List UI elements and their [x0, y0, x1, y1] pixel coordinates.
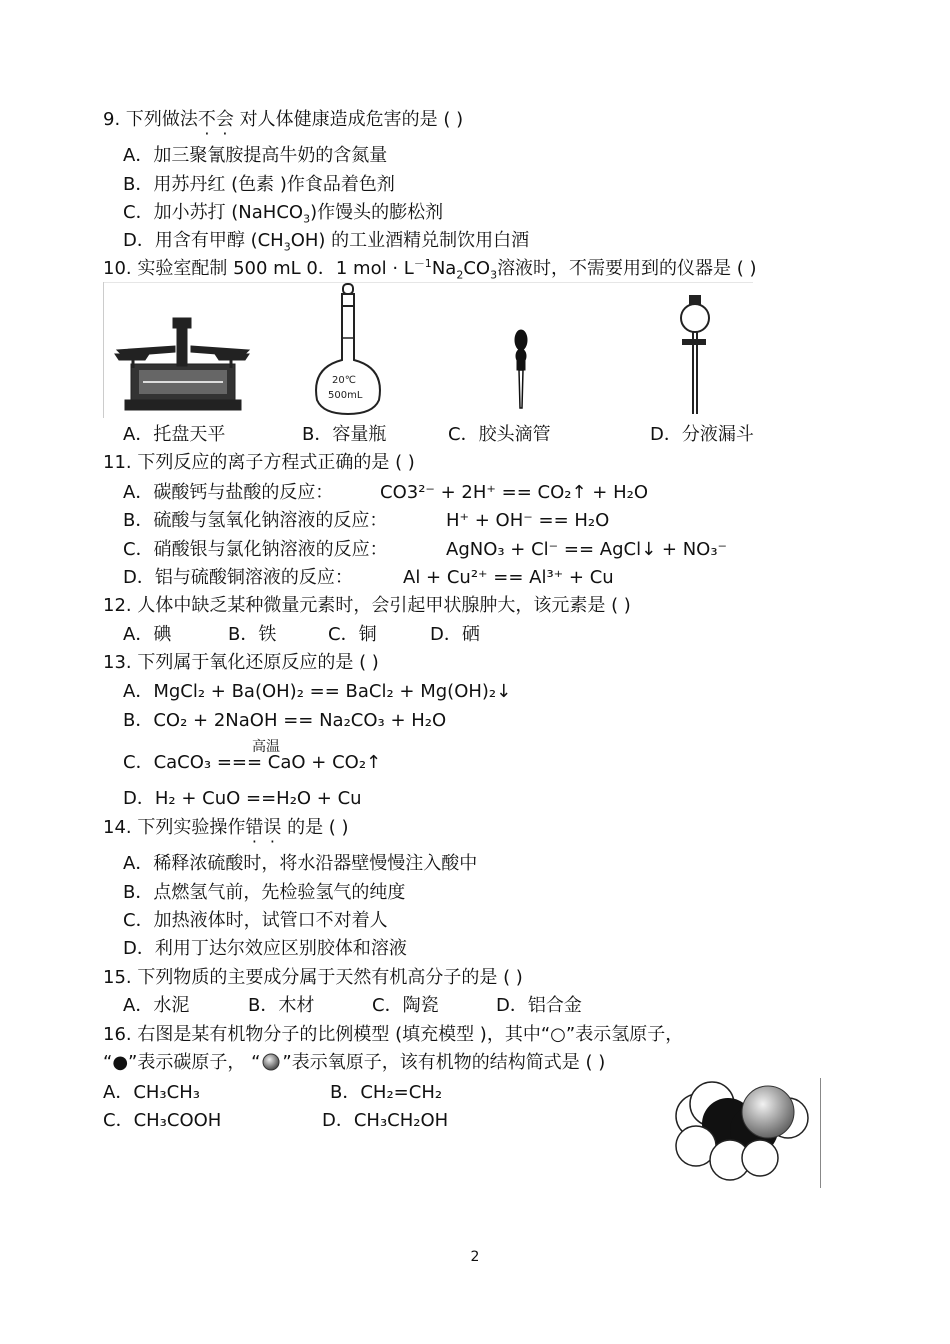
q11-option-d-label: D．铝与硫酸铜溶液的反应： — [123, 567, 353, 588]
q16-stem-line2: “●”表示碳原子， “ ”表示氧原子，该有机物的结构简式是 ( ) — [103, 1052, 606, 1073]
q15-option-a: A．水泥 — [123, 995, 190, 1016]
q10-option-c: C．胶头滴管 — [448, 424, 551, 445]
q12-option-d: D．硒 — [430, 624, 480, 645]
q15-option-d: D．铝合金 — [496, 995, 582, 1016]
q16-option-d: D．CH₃CH₂OH — [322, 1110, 449, 1131]
q9-option-b: B．用苏丹红 (色素 )作食品着色剂 — [123, 174, 395, 195]
q12-option-c: C．铜 — [328, 624, 377, 645]
separatory-funnel-icon — [681, 296, 709, 414]
page-number: 2 — [470, 1249, 480, 1265]
q11-option-a-label: A．碳酸钙与盐酸的反应： — [123, 482, 334, 503]
q14-option-a: A．稀释浓硫酸时，将水沿器壁慢慢注入酸中 — [123, 853, 478, 874]
q13-option-c: C．CaCO₃ === CaO + CO₂↑ — [123, 752, 382, 773]
q9-option-a: A．加三聚氰胺提高牛奶的含氮量 — [123, 145, 388, 166]
q15-option-b: B．木材 — [248, 995, 315, 1016]
q16-option-a: A．CH₃CH₃ — [103, 1082, 200, 1103]
volumetric-flask-icon — [316, 284, 380, 414]
q16-option-b: B．CH₂=CH₂ — [330, 1082, 443, 1103]
q9-option-d: D．用含有甲醇 $(CH_3OH)$ 的工业酒精兑制饮用白酒 — [123, 230, 530, 254]
q10-option-d: D．分液漏斗 — [650, 424, 754, 445]
oxygen-atom-icon — [260, 1052, 282, 1072]
oxygen-atom-icon — [742, 1086, 794, 1138]
q15-stem: 15. 下列物质的主要成分属于天然有机高分子的是 ( ) — [103, 967, 523, 988]
q11-stem: 11. 下列反应的离子方程式正确的是 ( ) — [103, 452, 415, 473]
q12-stem: 12. 人体中缺乏某种微量元素时，会引起甲状腺肿大，该元素是 ( ) — [103, 595, 631, 616]
q11-option-c-label: C．硝酸银与氯化钠溶液的反应： — [123, 539, 388, 560]
q14-option-c: C．加热液体时，试管口不对着人 — [123, 910, 388, 931]
q11-option-a-equation: CO3²⁻ + 2H⁺ == CO₂↑ + H₂O — [380, 482, 649, 503]
q10-option-a: A．托盘天平 — [123, 424, 226, 445]
q13-option-b: B．CO₂ + 2NaOH == Na₂CO₃ + H₂O — [123, 710, 447, 731]
q14-option-d: D．利用丁达尔效应区别胶体和溶液 — [123, 938, 407, 959]
q12-option-a: A．碘 — [123, 624, 172, 645]
q11-option-b-equation: H⁺ + OH⁻ == H₂O — [446, 510, 610, 531]
q11-option-d-equation: Al + Cu²⁺ == Al³⁺ + Cu — [403, 567, 614, 588]
flask-label-volume: 500mL — [328, 390, 363, 401]
q11-option-b-label: B．硫酸与氢氧化钠溶液的反应： — [123, 510, 388, 531]
q14-option-b: B．点燃氢气前，先检验氢气的纯度 — [123, 882, 406, 903]
q13-stem: 13. 下列属于氧化还原反应的是 ( ) — [103, 652, 379, 673]
q13-option-d: D．H₂ + CuO ==H₂O + Cu — [123, 788, 362, 809]
q10-apparatus-figure — [103, 282, 753, 418]
q11-option-c-equation: AgNO₃ + Cl⁻ == AgCl↓ + NO₃⁻ — [446, 539, 728, 560]
q16-stem-line1: 16. 右图是某有机物分子的比例模型 (填充模型 )，其中“○”表示氢原子， — [103, 1024, 684, 1045]
q16-option-c: C．CH₃COOH — [103, 1110, 222, 1131]
q9-stem: 9. 下列做法不会 对人体健康造成危害的是 ( ) — [103, 109, 464, 130]
q10-option-b: B．容量瓶 — [302, 424, 387, 445]
hydrogen-atom-icon — [742, 1140, 778, 1176]
q13-reaction-condition: 高温 — [252, 739, 280, 755]
q12-option-b: B．铁 — [228, 624, 277, 645]
space-filling-model-figure — [668, 1078, 821, 1188]
flask-label-temp: 20℃ — [332, 375, 356, 386]
dropper-icon — [515, 330, 527, 408]
q15-option-c: C．陶瓷 — [372, 995, 439, 1016]
balance-icon — [115, 318, 249, 410]
q14-stem: 14. 下列实验操作错误 的是 ( ) — [103, 817, 349, 838]
q13-option-a: A．MgCl₂ + Ba(OH)₂ == BaCl₂ + Mg(OH)₂↓ — [123, 681, 512, 702]
q10-stem: 10. 实验室配制 500 mL 0．1 mol · $L^{-1}Na_2CO_3$溶液时，不需要用到的仪器是 ( ) — [103, 257, 757, 282]
q9-option-c: C．加小苏打 (NaHCO$_3$)作馒头的膨松剂 — [123, 202, 444, 226]
